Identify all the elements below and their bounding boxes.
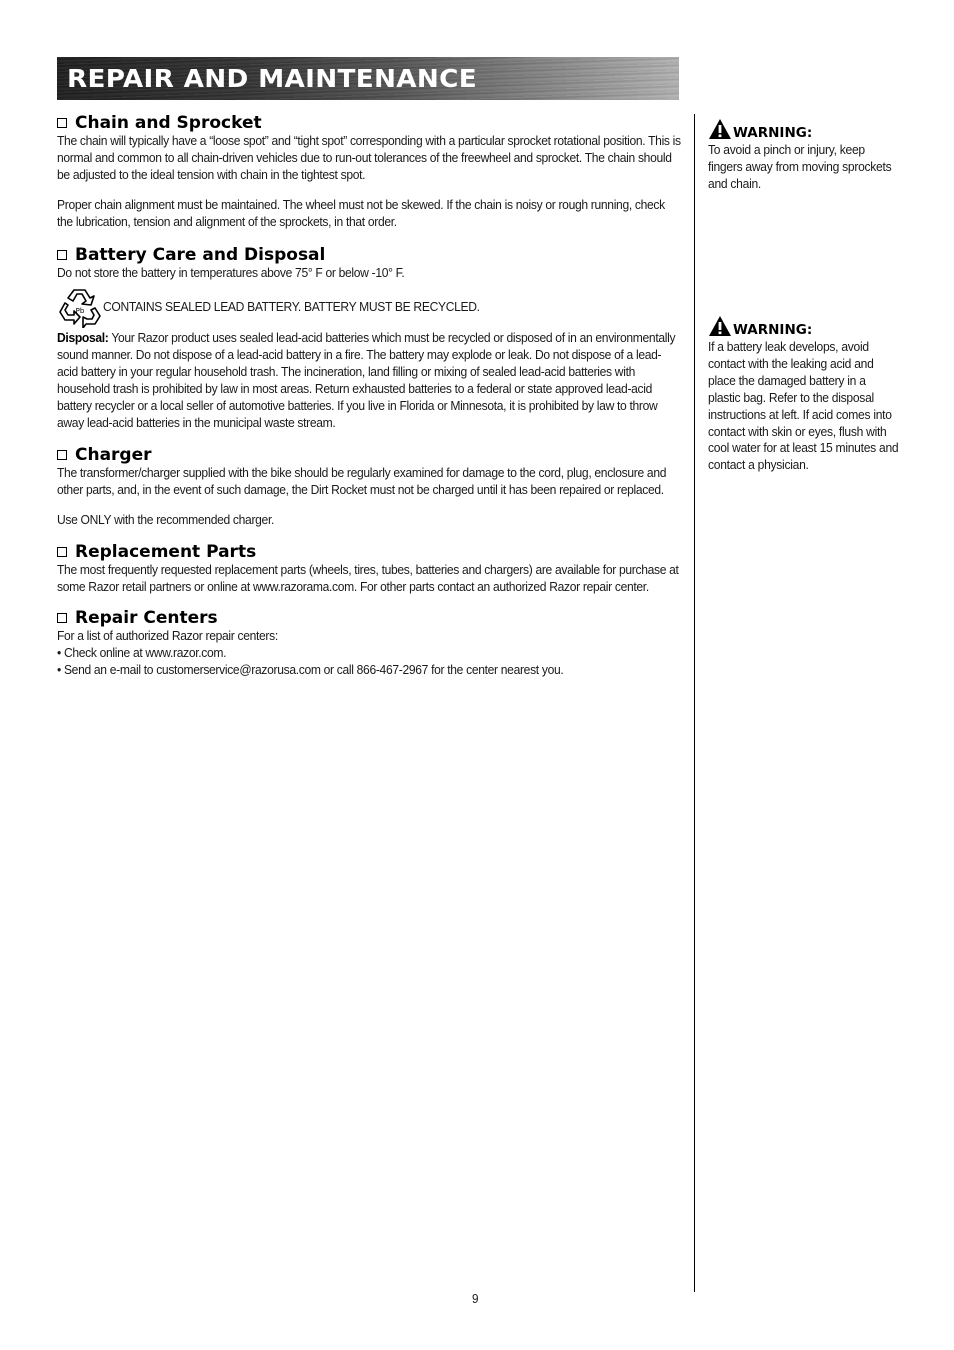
- warning-box-chain: [708, 116, 908, 193]
- svg-text:Pb: Pb: [75, 307, 85, 316]
- checkbox-icon: [57, 450, 67, 460]
- recycle-notice-text: CONTAINS SEALED LEAD BATTERY. BATTERY MUST BE RECYCLED.: [103, 298, 480, 314]
- paragraph: Proper chain alignment must be maintained. The wheel must not be skewed. If the chain is noisy or rough running, check the lubrication, tension and alignment of the sprockets, in that order.: [57, 196, 665, 229]
- checkbox-icon: [57, 547, 67, 557]
- disposal-paragraph: [57, 330, 682, 431]
- warning-text: If a battery leak develops, avoid contact with the leaking acid and place the damaged battery in a plastic bag. Refer to the disposal instructions at left. If acid comes into contact with skin or eyes, flush with cool water for at least 15 minutes and contact a physician.: [708, 339, 899, 473]
- paragraph: The transformer/charger supplied with the bike should be regularly examined for damage to the cord, plug, enclosure and other parts, and, in the event of such damage, the Dirt Rocket must not be charged until it has been repaired or replaced.: [57, 464, 667, 497]
- page-number: 9: [472, 1291, 479, 1306]
- section-charger: [57, 445, 681, 529]
- section-repair-centers: [57, 608, 681, 679]
- bullet-item: • Check online at www.razor.com.: [57, 645, 227, 661]
- section-heading: [57, 113, 681, 133]
- section-heading: [57, 245, 681, 265]
- heading-text: Repair Centers: [75, 608, 218, 629]
- heading-text: Battery Care and Disposal: [75, 244, 326, 265]
- paragraph: The most frequently requested replacement parts (wheels, tires, tubes, batteries and chargers) are available for purchase at some Razor retail partners or online at www.razorama.com. For other parts contact an authorized Razor repair center.: [57, 561, 679, 594]
- recycle-pb-icon: [57, 286, 103, 328]
- paragraph: Use ONLY with the recommended charger.: [57, 511, 275, 527]
- warning-label: WARNING:: [733, 125, 813, 141]
- section-heading: [57, 542, 681, 562]
- page-title: REPAIR AND MAINTENANCE: [67, 64, 478, 93]
- section-heading: [57, 445, 681, 465]
- column-divider: [694, 114, 695, 1292]
- disposal-label: Disposal:: [57, 330, 109, 346]
- paragraph: Do not store the battery in temperatures above 75° F or below -10° F.: [57, 264, 405, 280]
- warning-triangle-icon: [708, 315, 732, 337]
- heading-text: Replacement Parts: [75, 541, 257, 562]
- checkbox-icon: [57, 613, 67, 623]
- disposal-text: Your Razor product uses sealed lead-acid batteries which must be recycled or disposed of in an environmentally sound manner. Do not dispose of a lead-acid battery in a fire. The battery may explode or leak. Do not dispose of a lead-acid battery in your regular household trash. The incineration, land filling or mixing of sealed lead-acid batteries with household trash is prohibited by law in most areas. Return exhausted batteries to a federal or state approved lead-acid battery recycler or a local seller of automotive batteries. If you live in Florida or Minnesota, it is prohibited by law to throw away lead-acid batteries in the municipal waste stream.: [57, 330, 676, 430]
- section-chain-and-sprocket: [57, 113, 681, 231]
- warning-text: To avoid a pinch or injury, keep fingers away from moving sprockets and chain.: [708, 142, 892, 191]
- warning-box-battery: [708, 313, 908, 474]
- paragraph: For a list of authorized Razor repair centers:: [57, 628, 278, 644]
- section-heading: [57, 608, 681, 628]
- heading-text: Charger: [75, 444, 152, 465]
- recycle-notice: [57, 286, 681, 328]
- paragraph: The chain will typically have a “loose spot” and “tight spot” corresponding with a particular sprocket rotational position. This is normal and common to all chain-driven vehicles due to run-out tolerances of the freewheel and sprocket. The chain should be adjusted to the ideal tension with chain in the tightest spot.: [57, 133, 681, 182]
- section-replacement-parts: [57, 542, 681, 596]
- main-column: [57, 113, 681, 679]
- checkbox-icon: [57, 250, 67, 260]
- bullet-item: • Send an e-mail to customerservice@razorusa.com or call 866-467-2967 for the center nearest you.: [57, 662, 564, 678]
- section-battery-care: [57, 245, 681, 432]
- warning-label: WARNING:: [733, 322, 813, 338]
- checkbox-icon: [57, 118, 67, 128]
- warning-triangle-icon: [708, 118, 732, 140]
- heading-text: Chain and Sprocket: [75, 113, 262, 133]
- section-banner: [57, 57, 679, 100]
